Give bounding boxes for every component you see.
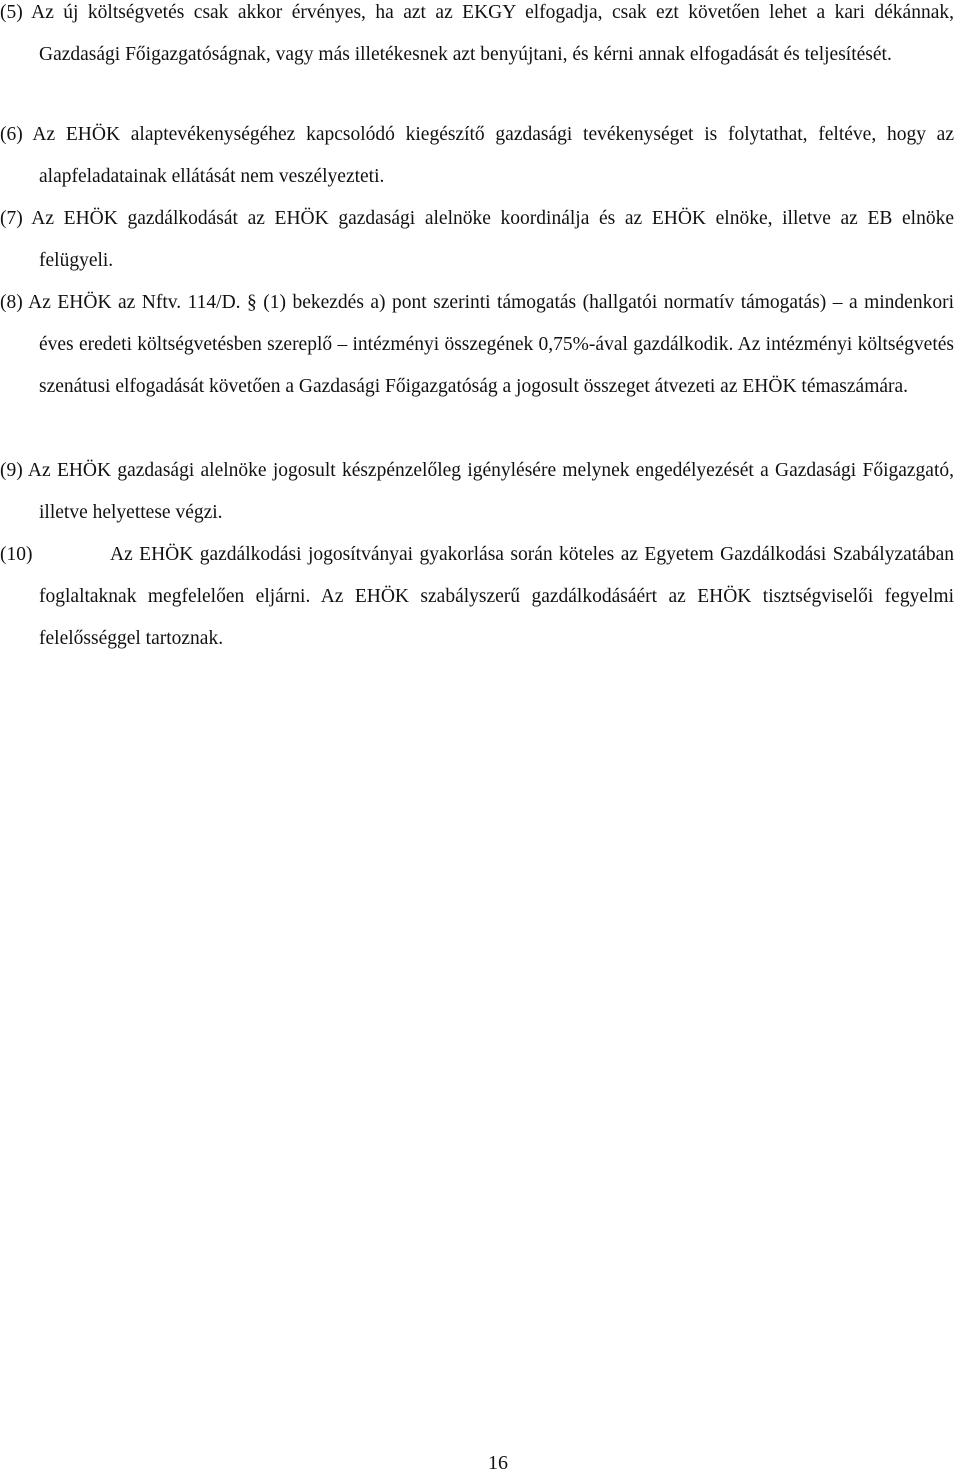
paragraph-6: (6) Az EHÖK alaptevékenységéhez kapcsolódó kiegészítő gazdasági tevékenységet is folytathat, feltéve, hogy az alapfeladatainak ellátását nem veszélyezteti. bbox=[0, 124, 954, 187]
page-number: 16 bbox=[488, 1452, 508, 1474]
paragraph-10-text: Az EHÖK gazdálkodási jogosítványai gyakorlása során köteles az Egyetem Gazdálkodási Szabályzatában foglaltaknak megfelelően eljárni. Az EHÖK szabályszerű gazdálkodásáért az EHÖK tisztségviselői fegyelmi felelősséggel tartoznak. bbox=[39, 544, 954, 649]
paragraph-7: (7) Az EHÖK gazdálkodását az EHÖK gazdasági alelnöke koordinálja és az EHÖK elnöke, illetve az EB elnöke felügyeli. bbox=[0, 208, 954, 271]
paragraph-9: (9) Az EHÖK gazdasági alelnöke jogosult készpénzelőleg igénylésére melynek engedélyezését a Gazdasági Főigazgató, illetve helyettese végzi. bbox=[0, 460, 954, 523]
paragraph-10-number: (10) bbox=[0, 544, 33, 565]
paragraph-10 bbox=[0, 534, 954, 660]
paragraph-8: (8) Az EHÖK az Nftv. 114/D. § (1) bekezdés a) pont szerinti támogatás (hallgatói normatív támogatás) – a mindenkori éves eredeti költségvetésben szereplő – intézményi összegének 0,75%-ával gazdálkodik. Az intézményi költségvetés szenátusi elfogadását követően a Gazdasági Főigazgatóság a jogosult összeget átvezeti az EHÖK témaszámára. bbox=[0, 292, 954, 397]
paragraph-5: (5) Az új költségvetés csak akkor érvényes, ha azt az EKGY elfogadja, csak ezt követően lehet a kari dékánnak, Gazdasági Főigazgatóságnak, vagy más illetékesnek azt benyújtani, és kérni annak elfogadását és teljesítését. bbox=[0, 2, 954, 65]
